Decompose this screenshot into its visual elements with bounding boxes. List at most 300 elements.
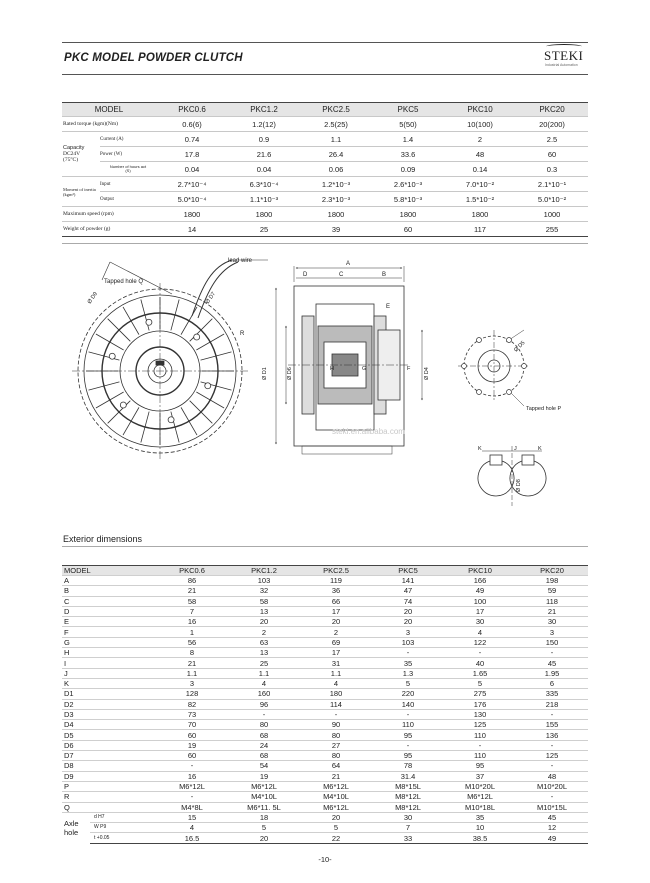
- dim-value: 30: [444, 617, 516, 627]
- dim-value: 1: [156, 627, 228, 637]
- dim-value: 60: [156, 751, 228, 761]
- dim-value: 59: [516, 586, 588, 596]
- inertia-label-cell: [62, 177, 100, 207]
- dim-label: D3: [62, 709, 156, 719]
- dim-label: K: [538, 446, 542, 452]
- fin-line: [190, 319, 213, 342]
- page-title: PKC MODEL POWDER CLUTCH: [64, 52, 243, 64]
- dim-value: M6*12L: [300, 802, 372, 812]
- dim-value: 35: [372, 658, 444, 668]
- axle-value: 18: [228, 812, 300, 822]
- dim-value: 70: [156, 720, 228, 730]
- cell: 0.3: [516, 162, 588, 177]
- dim-row: [62, 761, 588, 771]
- dim-label: A: [346, 261, 351, 267]
- model-col: PKC10: [444, 566, 516, 576]
- dim-value: 48: [516, 771, 588, 781]
- cell: 60: [516, 147, 588, 162]
- dim-value: 136: [516, 730, 588, 740]
- cell: 2.1*10⁻¹: [516, 177, 588, 192]
- cell: 0.09: [372, 162, 444, 177]
- dim-row: [62, 792, 588, 802]
- dim-value: 110: [372, 720, 444, 730]
- dim-label: R: [240, 331, 245, 337]
- bolt-hole: [194, 334, 200, 340]
- dim-value: 49: [444, 586, 516, 596]
- cell: 1800: [156, 207, 228, 222]
- dim-value: 80: [300, 751, 372, 761]
- row-label: Output: [100, 192, 156, 207]
- dim-value: 114: [300, 699, 372, 709]
- dim-value: 80: [300, 730, 372, 740]
- dim-value: 130: [444, 709, 516, 719]
- cell: 0.04: [228, 162, 300, 177]
- model-col: PKC10: [444, 103, 516, 117]
- dim-value: M4*8L: [156, 802, 228, 812]
- spec-table: [62, 102, 588, 237]
- dim-label: Ø D8: [516, 479, 522, 492]
- dim-value: 27: [300, 740, 372, 750]
- cell: 1800: [300, 207, 372, 222]
- max-speed-row: [62, 207, 588, 222]
- dim-value: 3: [372, 627, 444, 637]
- axle-value: 16.5: [156, 833, 228, 843]
- dim-label: D: [303, 272, 308, 278]
- dim-value: 2: [300, 627, 372, 637]
- dim-value: 335: [516, 689, 588, 699]
- row-label: Input: [100, 177, 156, 192]
- dim-row: [62, 709, 588, 719]
- dim-value: 220: [372, 689, 444, 699]
- dim-value: 140: [372, 699, 444, 709]
- dim-value: 47: [372, 586, 444, 596]
- cell: 1.2(12): [228, 117, 300, 132]
- dim-value: 166: [444, 576, 516, 586]
- dim-value: 64: [300, 761, 372, 771]
- dim-row: [62, 576, 588, 586]
- dim-value: 1.65: [444, 668, 516, 678]
- capacity-voltage: DC24V: [63, 151, 81, 157]
- bolt-hole: [205, 383, 211, 389]
- axle-value: 49: [516, 833, 588, 843]
- dim-value: -: [516, 792, 588, 802]
- dim-value: 68: [228, 751, 300, 761]
- keyway-view: [478, 446, 546, 506]
- exterior-dimensions-table: [62, 565, 588, 844]
- cell: 2.5(25): [300, 117, 372, 132]
- cell: 26.4: [300, 147, 372, 162]
- tapped-hole: [477, 338, 482, 343]
- model-col: PKC2.5: [300, 103, 372, 117]
- dim-label: D: [62, 606, 156, 616]
- model-col: PKC0.6: [156, 103, 228, 117]
- axle-value: 5: [228, 823, 300, 833]
- dim-value: M6*12L: [156, 781, 228, 791]
- dim-label: F: [62, 627, 156, 637]
- title-rule: [62, 74, 588, 75]
- dim-value: M10*20L: [516, 781, 588, 791]
- dim-label: J: [514, 446, 517, 452]
- dim-value: 155: [516, 720, 588, 730]
- dim-label: R: [62, 792, 156, 802]
- axle-value: 10: [444, 823, 516, 833]
- dim-value: 2: [228, 627, 300, 637]
- dim-value: 110: [444, 751, 516, 761]
- row-label: Current (A): [100, 132, 156, 147]
- dim-value: 218: [516, 699, 588, 709]
- dim-row: [62, 699, 588, 709]
- model-header: MODEL: [62, 103, 156, 117]
- tapped-hole: [507, 338, 512, 343]
- cell: 25: [228, 222, 300, 237]
- cell: 0.04: [156, 162, 228, 177]
- tapped-hole: [522, 364, 527, 369]
- dim-value: -: [156, 761, 228, 771]
- tapped-hole: [507, 389, 512, 394]
- dim-value: 110: [444, 730, 516, 740]
- dim-value: M6*12L: [300, 781, 372, 791]
- cell: 1.2*10⁻³: [300, 177, 372, 192]
- axle-value: 12: [516, 823, 588, 833]
- dim-value: M8*12L: [372, 792, 444, 802]
- row-label: Power (W): [100, 147, 156, 162]
- dim-row: [62, 689, 588, 699]
- cell: 1800: [228, 207, 300, 222]
- dim-value: 180: [300, 689, 372, 699]
- dim-row: [62, 648, 588, 658]
- dim-row: [62, 637, 588, 647]
- dim-row: [62, 596, 588, 606]
- dim-value: 5: [372, 678, 444, 688]
- dim-value: 68: [228, 730, 300, 740]
- axle-row: [62, 812, 588, 822]
- dim-value: 86: [156, 576, 228, 586]
- inertia-label-line1: Moment of inertia: [63, 186, 96, 192]
- cell: 1800: [372, 207, 444, 222]
- dim-label: E: [62, 617, 156, 627]
- dim-value: 20: [372, 617, 444, 627]
- dim-value: 17: [444, 606, 516, 616]
- cell: 5.0*10⁻²: [516, 192, 588, 207]
- dim-value: M6*11. 5L: [228, 802, 300, 812]
- page-number: -10-: [318, 855, 332, 864]
- dim-label: D9: [62, 771, 156, 781]
- dim-label: Ø D1: [262, 367, 268, 380]
- dim-value: -: [372, 648, 444, 658]
- fin-line: [123, 307, 139, 335]
- inertia-output-row: [62, 192, 588, 207]
- dim-value: 58: [156, 596, 228, 606]
- rated-torque-row: [62, 117, 588, 132]
- cell: 255: [516, 222, 588, 237]
- dim-value: M10*20L: [444, 781, 516, 791]
- dim-label: G: [362, 366, 367, 372]
- fin-line: [123, 407, 139, 435]
- axle-sub-label: t +0.05: [90, 833, 156, 843]
- dim-value: 17: [300, 606, 372, 616]
- dim-label: Ø D6: [287, 367, 293, 380]
- side-view: [276, 266, 422, 454]
- dim-label: B: [62, 586, 156, 596]
- cell: 0.06: [300, 162, 372, 177]
- dim-row: [62, 781, 588, 791]
- model-col: PKC0.6: [156, 566, 228, 576]
- power-row: [62, 147, 588, 162]
- axle-value: 5: [300, 823, 372, 833]
- dim-label: B: [382, 272, 387, 278]
- dim-value: 275: [444, 689, 516, 699]
- axle-value: 20: [228, 833, 300, 843]
- dim-row: [62, 586, 588, 596]
- lead-wire-label: lead wire: [228, 258, 253, 264]
- dim-label: E: [386, 304, 391, 310]
- capacity-temp: (75°C): [63, 157, 79, 163]
- cell: 1.1: [300, 132, 372, 147]
- axle-value: 22: [300, 833, 372, 843]
- dim-value: 103: [228, 576, 300, 586]
- fin-line: [181, 307, 197, 335]
- dim-value: -: [228, 709, 300, 719]
- dim-value: -: [444, 648, 516, 658]
- dim-row: [62, 730, 588, 740]
- dim-label: C: [62, 596, 156, 606]
- row-label: [100, 162, 156, 177]
- dim-value: M4*10L: [300, 792, 372, 802]
- dim-label: D6: [62, 740, 156, 750]
- cell: 17.8: [156, 147, 228, 162]
- dim-value: 95: [444, 761, 516, 771]
- axle-sub-label: d H7: [90, 812, 156, 822]
- dim-value: -: [516, 761, 588, 771]
- dim-value: 122: [444, 637, 516, 647]
- dim-value: 16: [156, 617, 228, 627]
- logo-subtitle: Industrial Automation: [545, 63, 578, 67]
- dim-label: D4: [62, 720, 156, 730]
- cell: 60: [372, 222, 444, 237]
- dim-row: [62, 751, 588, 761]
- dim-value: 3: [156, 678, 228, 688]
- dim-value: 13: [228, 648, 300, 658]
- dim-value: 80: [228, 720, 300, 730]
- axle-value: 7: [372, 823, 444, 833]
- dim-value: 19: [228, 771, 300, 781]
- dim-row: [62, 740, 588, 750]
- dim-value: 82: [156, 699, 228, 709]
- dim-value: 31.4: [372, 771, 444, 781]
- dim-value: M6*12L: [228, 781, 300, 791]
- cell: 117: [444, 222, 516, 237]
- dim-value: 6: [516, 678, 588, 688]
- dim-value: -: [156, 792, 228, 802]
- inertia-input-row: [62, 177, 588, 192]
- cell: 1000: [516, 207, 588, 222]
- dim-value: 69: [300, 637, 372, 647]
- dim-label: D7: [62, 751, 156, 761]
- capacity-label: Capacity: [63, 145, 85, 151]
- dim-value: 141: [372, 576, 444, 586]
- dim-value: 24: [228, 740, 300, 750]
- dim-value: M4*10L: [228, 792, 300, 802]
- cell: 7.0*10⁻²: [444, 177, 516, 192]
- dim-value: -: [516, 648, 588, 658]
- dim-value: 40: [444, 658, 516, 668]
- dim-value: M8*12L: [372, 802, 444, 812]
- dim-value: 3: [516, 627, 588, 637]
- dim-value: M10*18L: [444, 802, 516, 812]
- axle-label-line2: hole: [64, 828, 79, 838]
- cell: 2: [444, 132, 516, 147]
- fin-line: [108, 319, 131, 342]
- dim-value: 20: [300, 617, 372, 627]
- axle-value: 15: [156, 812, 228, 822]
- section-heading: Exterior dimensions: [63, 534, 143, 544]
- cell: 20(200): [516, 117, 588, 132]
- dim-value: 37: [444, 771, 516, 781]
- bolt-hole: [109, 353, 115, 359]
- row-label: Maximum speed (rpm): [62, 207, 156, 222]
- dim-row: [62, 668, 588, 678]
- cell: 48: [444, 147, 516, 162]
- dim-value: 95: [372, 730, 444, 740]
- fin-line: [196, 392, 224, 408]
- dim-row: [62, 606, 588, 616]
- cell: 0.74: [156, 132, 228, 147]
- model-col: PKC2.5: [300, 566, 372, 576]
- cell: 1.5*10⁻²: [444, 192, 516, 207]
- inertia-label-line2: (kgm²): [63, 191, 76, 197]
- dim-value: 13: [228, 606, 300, 616]
- time-label-line1: Number of hours act: [109, 163, 147, 169]
- dim-value: 30: [516, 617, 588, 627]
- dim-value: 16: [156, 771, 228, 781]
- tapped-hole: [462, 364, 467, 369]
- spec-header-row: [62, 103, 588, 117]
- dim-label: H: [330, 366, 334, 372]
- top-rule: [62, 42, 588, 43]
- bolt-hole: [120, 402, 126, 408]
- dim-value: 4: [228, 678, 300, 688]
- dim-label: F: [407, 366, 411, 372]
- dim-value: 60: [156, 730, 228, 740]
- tapped-hole-p-label: Tapped hole P: [526, 406, 562, 412]
- dim-value: 20: [372, 606, 444, 616]
- cell: 2.3*10⁻³: [300, 192, 372, 207]
- cell: 2.5: [516, 132, 588, 147]
- dim-value: 5: [444, 678, 516, 688]
- dim-label: Ø D4: [424, 367, 430, 380]
- dim-value: M10*15L: [516, 802, 588, 812]
- cell: 39: [300, 222, 372, 237]
- cell: 14: [156, 222, 228, 237]
- fin-line: [96, 334, 124, 350]
- dim-row: [62, 617, 588, 627]
- time-label-line2: (S): [125, 168, 131, 173]
- dim-value: 1.1: [300, 668, 372, 678]
- dim-value: -: [372, 709, 444, 719]
- time-constant-row: [62, 162, 588, 177]
- dim-value: -: [300, 709, 372, 719]
- cell: 33.6: [372, 147, 444, 162]
- dim-row: [62, 658, 588, 668]
- weight-row: [62, 222, 588, 237]
- dim-value: 8: [156, 648, 228, 658]
- dim-label: Ø D7: [204, 291, 218, 306]
- dim-label: H: [62, 648, 156, 658]
- dim-label: K: [478, 446, 482, 452]
- axle-value: 33: [372, 833, 444, 843]
- cell: 0.9: [228, 132, 300, 147]
- dim-value: 1.3: [372, 668, 444, 678]
- fin-line: [96, 392, 124, 408]
- fin-line: [181, 407, 197, 435]
- cell: 1.4: [372, 132, 444, 147]
- dim-value: M8*15L: [372, 781, 444, 791]
- dim-value: M6*12L: [444, 792, 516, 802]
- dim-label: Ø D9: [86, 291, 100, 306]
- dim-value: 1.1: [156, 668, 228, 678]
- dim-value: 1.1: [228, 668, 300, 678]
- axle-value: 30: [372, 812, 444, 822]
- dim-value: -: [444, 740, 516, 750]
- cell: 0.14: [444, 162, 516, 177]
- dim-value: 4: [444, 627, 516, 637]
- dim-value: 125: [516, 751, 588, 761]
- model-col: PKC20: [516, 103, 588, 117]
- steki-logo: [544, 48, 588, 70]
- dim-value: 58: [228, 596, 300, 606]
- dim-value: 73: [156, 709, 228, 719]
- dim-value: 90: [300, 720, 372, 730]
- dim-value: 150: [516, 637, 588, 647]
- model-header: MODEL: [62, 566, 156, 576]
- dim-value: 54: [228, 761, 300, 771]
- dim-label: D5: [62, 730, 156, 740]
- dim-value: 100: [444, 596, 516, 606]
- bolt-hole: [168, 417, 174, 423]
- dim-value: 21: [300, 771, 372, 781]
- dim-value: 63: [228, 637, 300, 647]
- dim-value: 128: [156, 689, 228, 699]
- axle-value: 20: [300, 812, 372, 822]
- model-col: PKC1.2: [228, 566, 300, 576]
- axle-row: [62, 823, 588, 833]
- cell: 21.6: [228, 147, 300, 162]
- clutch-drawing: [62, 246, 588, 526]
- model-col: PKC20: [516, 566, 588, 576]
- dim-value: 56: [156, 637, 228, 647]
- dim-value: 21: [156, 586, 228, 596]
- dim-row: [62, 802, 588, 812]
- dim-value: 25: [228, 658, 300, 668]
- dim-label: I: [62, 658, 156, 668]
- dim-value: 36: [300, 586, 372, 596]
- exterior-rule: [62, 546, 588, 547]
- dim-value: 31: [300, 658, 372, 668]
- watermark: steki.en.alibaba.com: [332, 427, 405, 436]
- fin-line: [108, 401, 131, 424]
- dim-value: 160: [228, 689, 300, 699]
- dim-value: 45: [516, 658, 588, 668]
- dim-label: D8: [62, 761, 156, 771]
- dim-row: [62, 771, 588, 781]
- dim-value: 7: [156, 606, 228, 616]
- tapped-hole-q-label: Tapped hole Q: [104, 279, 144, 285]
- cell: 5.0*10⁻⁴: [156, 192, 228, 207]
- cell: 1800: [444, 207, 516, 222]
- dim-value: 20: [228, 617, 300, 627]
- dim-value: -: [372, 740, 444, 750]
- cell: 0.6(6): [156, 117, 228, 132]
